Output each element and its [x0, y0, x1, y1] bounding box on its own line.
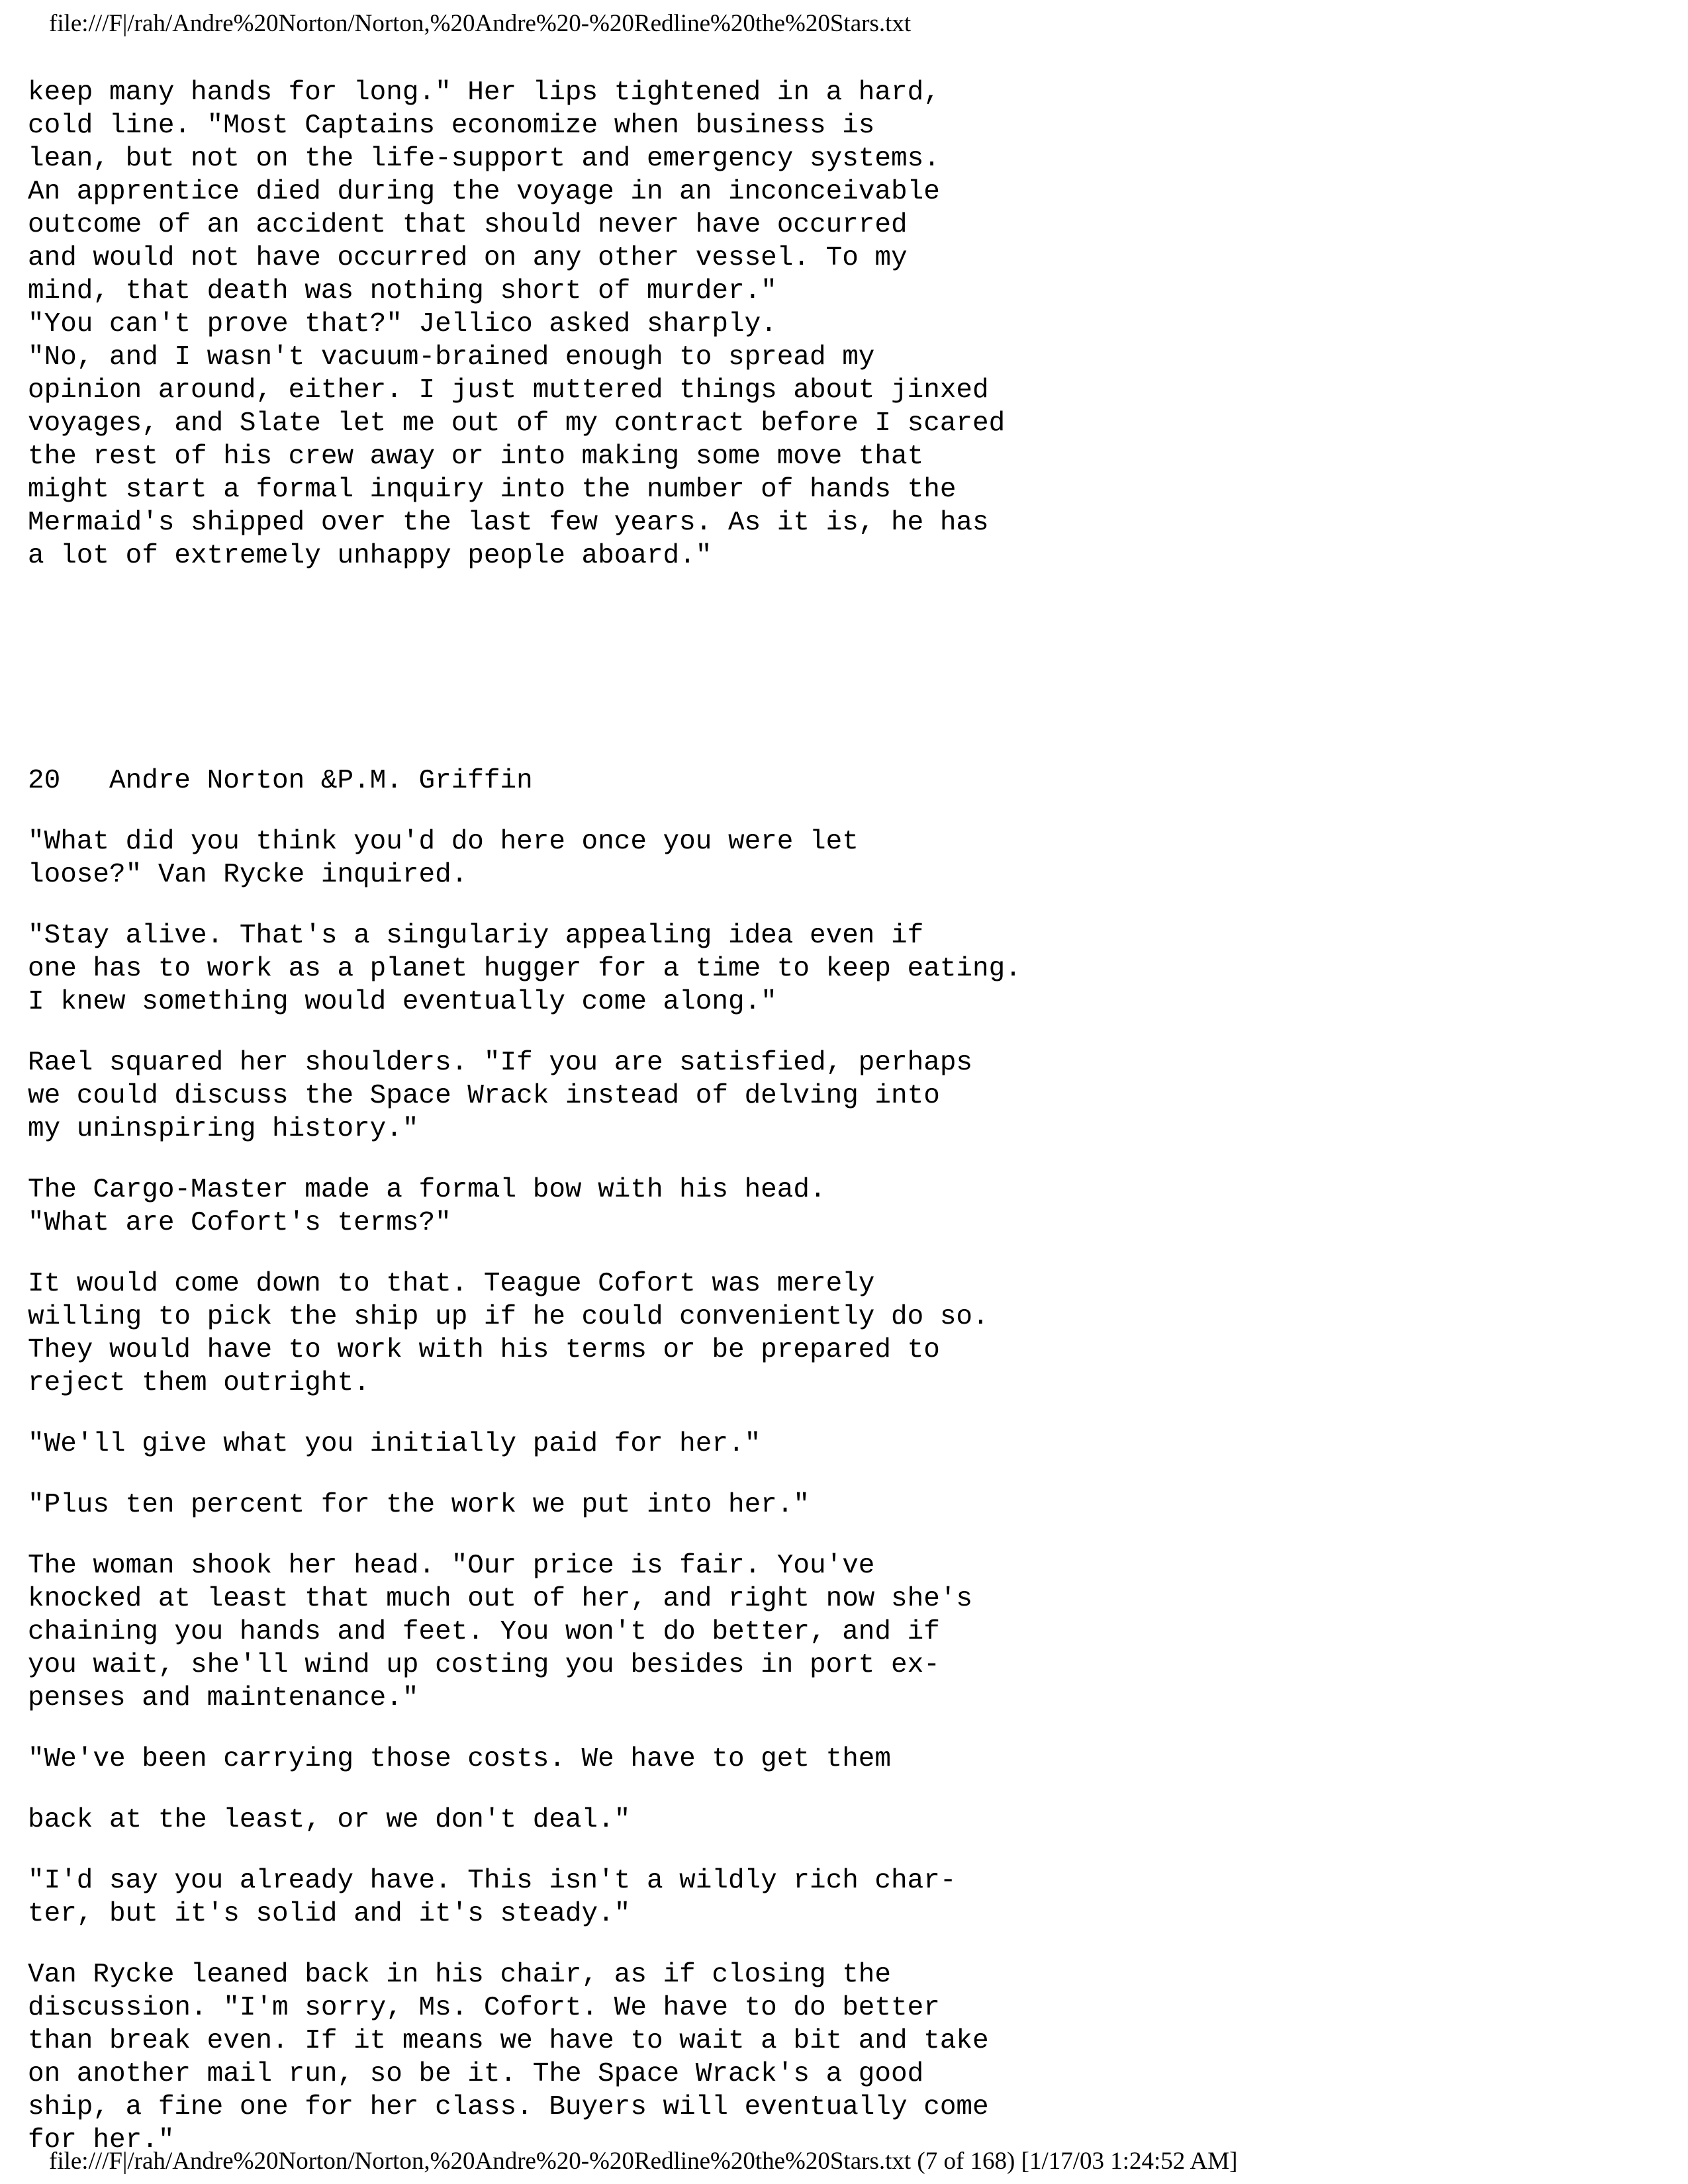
- paragraph: [28, 1428, 1656, 1461]
- text-line: and would not have occurred on any other vessel. To my: [28, 243, 908, 273]
- paragraph: [28, 919, 1656, 1019]
- text-line: penses and maintenance.": [28, 1683, 419, 1713]
- print-header-file-path: file:///F|/rah/Andre%20Norton/Norton,%20Andre%20-%20Redline%20the%20Stars.txt: [49, 10, 912, 37]
- text-line: for her.": [28, 2125, 175, 2156]
- text-line: one has to work as a planet hugger for a time to keep eating.: [28, 954, 1021, 984]
- text-line: keep many hands for long." Her lips tightened in a hard,: [28, 77, 940, 108]
- text-line: my uninspiring history.": [28, 1114, 419, 1144]
- text-line: we could discuss the Space Wrack instead of delving into: [28, 1081, 940, 1111]
- text-line: cold line. "Most Captains economize when business is: [28, 111, 875, 141]
- paragraph: [28, 1267, 1656, 1400]
- text-line: "No, and I wasn't vacuum-brained enough to spread my: [28, 342, 875, 373]
- text-line: The Cargo-Master made a formal bow with his head.: [28, 1175, 826, 1205]
- text-line: Van Rycke leaned back in his chair, as if closing the: [28, 1960, 892, 1990]
- text-line: "Plus ten percent for the work we put into her.": [28, 1490, 810, 1520]
- paragraph: [28, 1803, 1656, 1837]
- text-line: Mermaid's shipped over the last few years. As it is, he has: [28, 508, 989, 538]
- text-line: on another mail run, so be it. The Space Wrack's a good: [28, 2059, 924, 2089]
- page-number-author-line: 20 Andre Norton &P.M. Griffin: [28, 766, 533, 796]
- text-line: It would come down to that. Teague Cofort was merely: [28, 1269, 875, 1299]
- paragraph: [28, 76, 1656, 572]
- text-line: than break even. If it means we have to wait a bit and take: [28, 2026, 989, 2056]
- text-line: a lot of extremely unhappy people aboard.": [28, 541, 712, 571]
- text-line: The woman shook her head. "Our price is fair. You've: [28, 1551, 875, 1581]
- text-line: back at the least, or we don't deal.": [28, 1805, 631, 1835]
- text-line: mind, that death was nothing short of murder.": [28, 276, 777, 306]
- text-line: "You can't prove that?" Jellico asked sharply.: [28, 309, 777, 340]
- paragraph: [28, 1549, 1656, 1715]
- text-line: ter, but it's solid and it's steady.": [28, 1899, 631, 1929]
- text-line: "We've been carrying those costs. We have to get them: [28, 1744, 892, 1774]
- paragraph: [28, 1743, 1656, 1776]
- print-footer-status: file:///F|/rah/Andre%20Norton/Norton,%20Andre%20-%20Redline%20the%20Stars.txt (7 of 168) [1/17/03 1:24:52 AM]: [49, 2148, 1238, 2175]
- text-line: They would have to work with his terms or be prepared to: [28, 1335, 940, 1365]
- paragraph: [28, 1488, 1656, 1522]
- text-line: loose?" Van Rycke inquired.: [28, 860, 468, 890]
- paragraph: [28, 825, 1656, 891]
- running-head: [28, 764, 1656, 797]
- paragraph: [28, 1864, 1656, 1931]
- text-line: voyages, and Slate let me out of my contract before I scared: [28, 408, 1006, 439]
- text-line: An apprentice died during the voyage in an inconceivable: [28, 177, 940, 207]
- text-line: might start a formal inquiry into the number of hands the: [28, 475, 957, 505]
- text-line: lean, but not on the life-support and emergency systems.: [28, 144, 940, 174]
- text-line: willing to pick the ship up if he could conveniently do so.: [28, 1302, 989, 1332]
- text-line: "What did you think you'd do here once you were let: [28, 827, 859, 857]
- text-line: outcome of an accident that should never have occurred: [28, 210, 908, 240]
- text-line: ship, a fine one for her class. Buyers will eventually come: [28, 2092, 989, 2122]
- document-text: [28, 76, 1656, 2157]
- text-line: chaining you hands and feet. You won't do better, and if: [28, 1617, 940, 1647]
- text-line: reject them outright.: [28, 1368, 370, 1398]
- text-line: discussion. "I'm sorry, Ms. Cofort. We have to do better: [28, 1993, 940, 2023]
- text-line: opinion around, either. I just muttered things about jinxed: [28, 375, 989, 406]
- paragraph: [28, 1173, 1656, 1240]
- text-line: you wait, she'll wind up costing you besides in port ex-: [28, 1650, 940, 1680]
- paragraph: [28, 1046, 1656, 1146]
- text-line: Rael squared her shoulders. "If you are satisfied, perhaps: [28, 1048, 973, 1078]
- text-line: "We'll give what you initially paid for her.": [28, 1429, 761, 1459]
- text-line: "Stay alive. That's a singulariy appealing idea even if: [28, 921, 924, 951]
- text-line: "What are Cofort's terms?": [28, 1208, 451, 1238]
- text-line: knocked at least that much out of her, and right now she's: [28, 1584, 973, 1614]
- text-line: "I'd say you already have. This isn't a wildly rich char-: [28, 1866, 957, 1896]
- text-line: the rest of his crew away or into making some move that: [28, 441, 924, 472]
- paragraph: [28, 1958, 1656, 2157]
- text-line: I knew something would eventually come along.": [28, 987, 777, 1017]
